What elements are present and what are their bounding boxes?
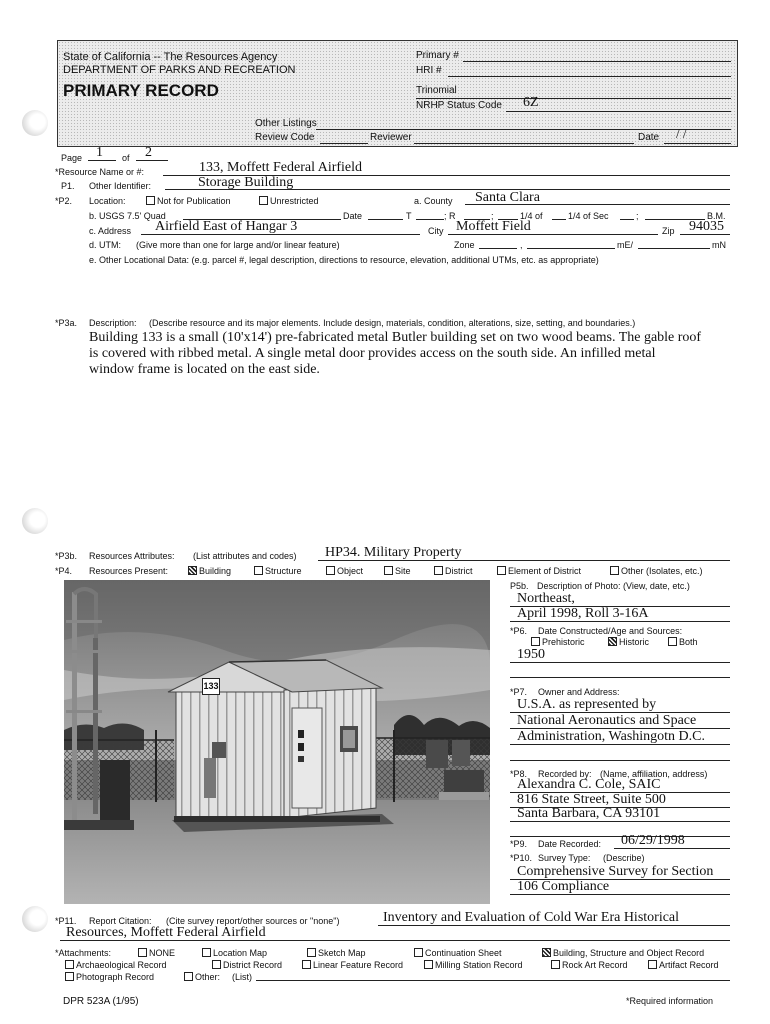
p10-field[interactable] (510, 894, 730, 895)
attachment-artifact-option[interactable] (648, 960, 719, 970)
option-label: Archaeological Record (76, 960, 167, 970)
option-label: Object (337, 566, 364, 576)
p7-field[interactable] (510, 744, 730, 745)
p3a-prompt-note: (Describe resource and its major elements. Include design, materials, condition, alterations, size, setting, and boundaries.) (149, 318, 636, 328)
checkbox[interactable] (202, 948, 211, 957)
address-value: Airfield East of Hangar 3 (155, 219, 298, 234)
photo-image (64, 580, 490, 904)
p3a-description-line: Building 133 is a small (10'x14') pre-fabricated metal Butler building set on two wood beams. The gable roof (89, 330, 702, 345)
city-value: Moffett Field (456, 219, 531, 234)
checkbox[interactable] (259, 196, 268, 205)
quarter-label: 1/4 of (520, 211, 543, 221)
attachment-rock-art-option[interactable] (551, 960, 628, 970)
attachment-none-option[interactable] (138, 948, 175, 958)
attachment-sketch-map-option[interactable] (307, 948, 366, 958)
usgs-date-field[interactable] (368, 219, 403, 220)
bm-label: B.M. (707, 211, 726, 221)
me-label: mE/ (617, 240, 634, 250)
checkbox[interactable] (302, 960, 311, 969)
section-separator: ; (636, 211, 639, 221)
p3b-label: *P3b. (55, 551, 78, 561)
other-locational-data-label: e. Other Locational Data: (e.g. parcel #, legal description, directions to resource, elevation, additional UTMs, etc. as appropriate) (89, 255, 599, 265)
usgs-quad-label: b. USGS 7.5' Quad (89, 211, 166, 221)
p7-value-line: National Aeronautics and Space (517, 713, 697, 728)
p8-value-line: Santa Barbara, CA 93101 (517, 806, 661, 821)
trinomial-label: Trinomial (416, 85, 457, 96)
building-number-sign: 133 (202, 678, 220, 695)
option-label: Sketch Map (318, 948, 366, 958)
date-label: Date (638, 132, 660, 143)
p3a-label: *P3a. (55, 318, 78, 328)
other-listings-label: Other Listings (255, 118, 317, 129)
site-option[interactable] (384, 566, 411, 576)
both-option[interactable] (668, 637, 698, 647)
zip-value: 94035 (689, 219, 724, 234)
option-label: Milling Station Record (435, 960, 523, 970)
checkbox[interactable] (414, 948, 423, 957)
hri-label: HRI # (416, 65, 442, 76)
page-total-field[interactable] (136, 160, 168, 161)
address-field[interactable] (141, 234, 420, 235)
checkbox-checked[interactable] (188, 566, 197, 575)
checkbox[interactable] (326, 566, 335, 575)
quarter-sec-label: 1/4 of Sec (568, 211, 609, 221)
checkbox[interactable] (424, 960, 433, 969)
department-name: DEPARTMENT OF PARKS AND RECREATION (63, 64, 296, 76)
p3b-field[interactable] (318, 560, 730, 561)
checkbox-checked[interactable] (542, 948, 551, 957)
trinomial-field[interactable] (416, 98, 731, 99)
p5b-value-line: April 1998, Roll 3-16A (517, 606, 649, 621)
nrhp-status-value: 6Z (523, 95, 539, 110)
p9-label: *P9. (510, 839, 528, 849)
p3a-description-line: is covered with ribbed metal. A single metal door provides access on the south side. An infilled metal (89, 346, 656, 361)
p6-prompt: Date Constructed/Age and Sources: (538, 626, 683, 636)
nrhp-field[interactable] (506, 111, 731, 112)
zip-field[interactable] (680, 234, 730, 235)
attachment-other-field[interactable] (256, 980, 730, 981)
attachment-photograph-option[interactable] (65, 972, 154, 982)
p3b-prompt: Resources Attributes: (89, 551, 175, 561)
option-label: Continuation Sheet (425, 948, 502, 958)
checkbox[interactable] (65, 960, 74, 969)
checkbox[interactable] (138, 948, 147, 957)
element-of-district-option[interactable] (497, 566, 581, 576)
option-label: Not for Publication (157, 196, 231, 206)
binder-hole (22, 508, 48, 534)
option-label: Other: (195, 972, 221, 982)
zone-label: Zone (454, 240, 475, 250)
reviewer-label: Reviewer (370, 132, 412, 143)
p7-prompt: Owner and Address: (538, 687, 620, 697)
attachment-linear-feature-option[interactable] (302, 960, 403, 970)
historic-option[interactable] (608, 637, 649, 647)
review-code-field[interactable] (320, 143, 368, 144)
page-label: Page (61, 153, 83, 163)
p2-location-label: Location: (89, 196, 126, 206)
option-label: Unrestricted (270, 196, 319, 206)
p9-value: 06/29/1998 (621, 833, 685, 848)
checkbox[interactable] (65, 972, 74, 981)
option-label: Both (679, 637, 698, 647)
p11-value-line: Resources, Moffett Federal Airfield (66, 925, 266, 940)
p10-value-line: 106 Compliance (517, 879, 610, 894)
utm-note: (Give more than one for large and/or linear feature) (136, 240, 340, 250)
p1-value: Storage Building (198, 175, 294, 190)
option-label: Building, Structure and Object Record (553, 948, 705, 958)
option-label: Other (Isolates, etc.) (621, 566, 703, 576)
township-field[interactable] (416, 219, 444, 220)
p6-label: *P6. (510, 626, 528, 636)
p9-field[interactable] (614, 848, 730, 849)
required-info-note: *Required information (626, 996, 714, 1006)
option-label: District Record (223, 960, 283, 970)
p11-field[interactable] (60, 940, 730, 941)
structure-option[interactable] (254, 566, 302, 576)
resource-photo (64, 580, 490, 904)
utm-label: d. UTM: (89, 240, 122, 250)
checkbox[interactable] (184, 972, 193, 981)
option-label: Site (395, 566, 411, 576)
p5b-prompt: Description of Photo: (View, date, etc.) (537, 581, 690, 591)
page-number-field[interactable] (88, 160, 116, 161)
p8-prompt: Recorded by: (538, 769, 592, 779)
utm-separator: , (520, 240, 523, 250)
range-label: ; R (444, 211, 456, 221)
option-label: Artifact Record (659, 960, 719, 970)
p4-label: *P4. (55, 566, 73, 576)
p8-field[interactable] (510, 821, 730, 822)
option-label: Prehistoric (542, 637, 585, 647)
p6-value: 1950 (517, 647, 545, 662)
checkbox-checked[interactable] (608, 637, 617, 646)
p11-value-line: Inventory and Evaluation of Cold War Era Historical (383, 910, 680, 925)
checkbox[interactable] (146, 196, 155, 205)
checkbox[interactable] (307, 948, 316, 957)
resource-name-label: *Resource Name or #: (55, 167, 145, 177)
p5b-label: P5b. (510, 581, 529, 591)
p11-note: (Cite survey report/other sources or "none") (166, 916, 340, 926)
city-field[interactable] (448, 234, 658, 235)
p6-field[interactable] (510, 662, 730, 663)
option-label: NONE (149, 948, 176, 958)
binder-hole (22, 110, 48, 136)
p8-note: (Name, affiliation, address) (600, 769, 708, 779)
district-option[interactable] (434, 566, 473, 576)
checkbox[interactable] (610, 566, 619, 575)
p3a-description-line: window frame is located on the east side. (89, 362, 320, 377)
zip-label: Zip (662, 226, 675, 236)
p10-value-line: Comprehensive Survey for Section (517, 864, 714, 879)
p7-field[interactable] (510, 760, 730, 761)
option-label: Location Map (213, 948, 268, 958)
p8-label: *P8. (510, 769, 528, 779)
zone-field[interactable] (479, 248, 517, 249)
unrestricted-option[interactable] (259, 196, 319, 206)
option-label: Linear Feature Record (313, 960, 404, 970)
p11-label: *P11. (55, 916, 77, 926)
page-number: 1 (96, 145, 103, 160)
agency-name: State of California -- The Resources Agency (63, 51, 278, 63)
p1-field[interactable] (165, 189, 730, 190)
header-box (57, 40, 738, 147)
p2-label: *P2. (55, 196, 73, 206)
p5b-value-line: Northeast, (517, 591, 575, 606)
nrhp-label: NRHP Status Code (416, 100, 502, 111)
northing-field[interactable] (638, 248, 710, 249)
p11-field[interactable] (378, 925, 730, 926)
review-code-label: Review Code (255, 132, 315, 143)
option-label: Rock Art Record (562, 960, 628, 970)
section-field[interactable] (620, 219, 634, 220)
header-date-field[interactable] (664, 143, 731, 144)
option-label: Element of District (508, 566, 582, 576)
county-value: Santa Clara (475, 190, 540, 205)
other-isolates-option[interactable] (610, 566, 703, 576)
checkbox[interactable] (384, 566, 393, 575)
p10-label: *P10. (510, 853, 533, 863)
checkbox[interactable] (497, 566, 506, 575)
checkbox[interactable] (668, 637, 677, 646)
option-label: District (445, 566, 473, 576)
page-of-label: of (122, 153, 130, 163)
checkbox[interactable] (551, 960, 560, 969)
p1-label: P1. (61, 181, 75, 191)
attachment-other-option[interactable] (184, 972, 220, 982)
p8-value-line: Alexandra C. Cole, SAIC (517, 777, 661, 792)
primary-label: Primary # (416, 50, 459, 61)
binder-hole (22, 906, 48, 932)
attachment-building-record-option[interactable] (542, 948, 704, 958)
checkbox[interactable] (434, 566, 443, 575)
range-separator: ; (491, 211, 494, 221)
p10-note: (Describe) (603, 853, 645, 863)
option-label: Photograph Record (76, 972, 155, 982)
p8-value-line: 816 State Street, Suite 500 (517, 792, 666, 807)
p6-field[interactable] (510, 677, 730, 678)
quarter-quarter-field[interactable] (552, 219, 566, 220)
checkbox[interactable] (254, 566, 263, 575)
attachment-other-list-label: (List) (232, 972, 252, 982)
primary-field[interactable] (463, 61, 731, 62)
p9-prompt: Date Recorded: (538, 839, 602, 849)
p8-field[interactable] (510, 836, 730, 837)
page-total: 2 (145, 145, 152, 160)
attachment-archaeological-option[interactable] (65, 960, 167, 970)
p3b-note: (List attributes and codes) (193, 551, 297, 561)
county-field[interactable] (465, 204, 730, 205)
reviewer-field[interactable] (414, 143, 634, 144)
p7-value-line: Administration, Washingotn D.C. (517, 729, 706, 744)
option-label: Historic (619, 637, 650, 647)
building-option[interactable] (188, 566, 231, 576)
p3a-prompt: Description: (89, 318, 137, 328)
p10-prompt: Survey Type: (538, 853, 591, 863)
attachment-district-record-option[interactable] (212, 960, 282, 970)
attachment-location-map-option[interactable] (202, 948, 267, 958)
p1-prompt: Other Identifier: (89, 181, 152, 191)
other-listings-field[interactable] (316, 129, 731, 130)
township-label: T (406, 211, 412, 221)
hri-field[interactable] (448, 76, 731, 77)
option-label: Structure (265, 566, 302, 576)
p7-label: *P7. (510, 687, 528, 697)
attachments-label: *Attachments: (55, 948, 112, 958)
attachment-continuation-option[interactable] (414, 948, 502, 958)
p11-prompt: Report Citation: (89, 916, 152, 926)
mn-label: mN (712, 240, 726, 250)
resource-name-value: 133, Moffett Federal Airfield (199, 160, 363, 175)
p4-prompt: Resources Present: (89, 566, 169, 576)
p7-value-line: U.S.A. as represented by (517, 697, 657, 712)
attachment-milling-option[interactable] (424, 960, 523, 970)
p5b-field[interactable] (510, 621, 730, 622)
easting-field[interactable] (527, 248, 615, 249)
form-id: DPR 523A (1/95) (63, 996, 139, 1007)
checkbox[interactable] (648, 960, 657, 969)
form-title: PRIMARY RECORD (63, 81, 219, 100)
object-option[interactable] (326, 566, 363, 576)
p3b-value: HP34. Military Property (325, 545, 462, 560)
checkbox[interactable] (212, 960, 221, 969)
option-label: Building (199, 566, 232, 576)
address-label: c. Address (89, 226, 132, 236)
usgs-date-label: Date (343, 211, 363, 221)
not-for-publication-option[interactable] (146, 196, 231, 206)
prehistoric-option[interactable] (531, 637, 585, 647)
checkbox[interactable] (531, 637, 540, 646)
county-label: a. County (414, 196, 453, 206)
header-date-value: / / (676, 126, 687, 141)
city-label: City (428, 226, 444, 236)
